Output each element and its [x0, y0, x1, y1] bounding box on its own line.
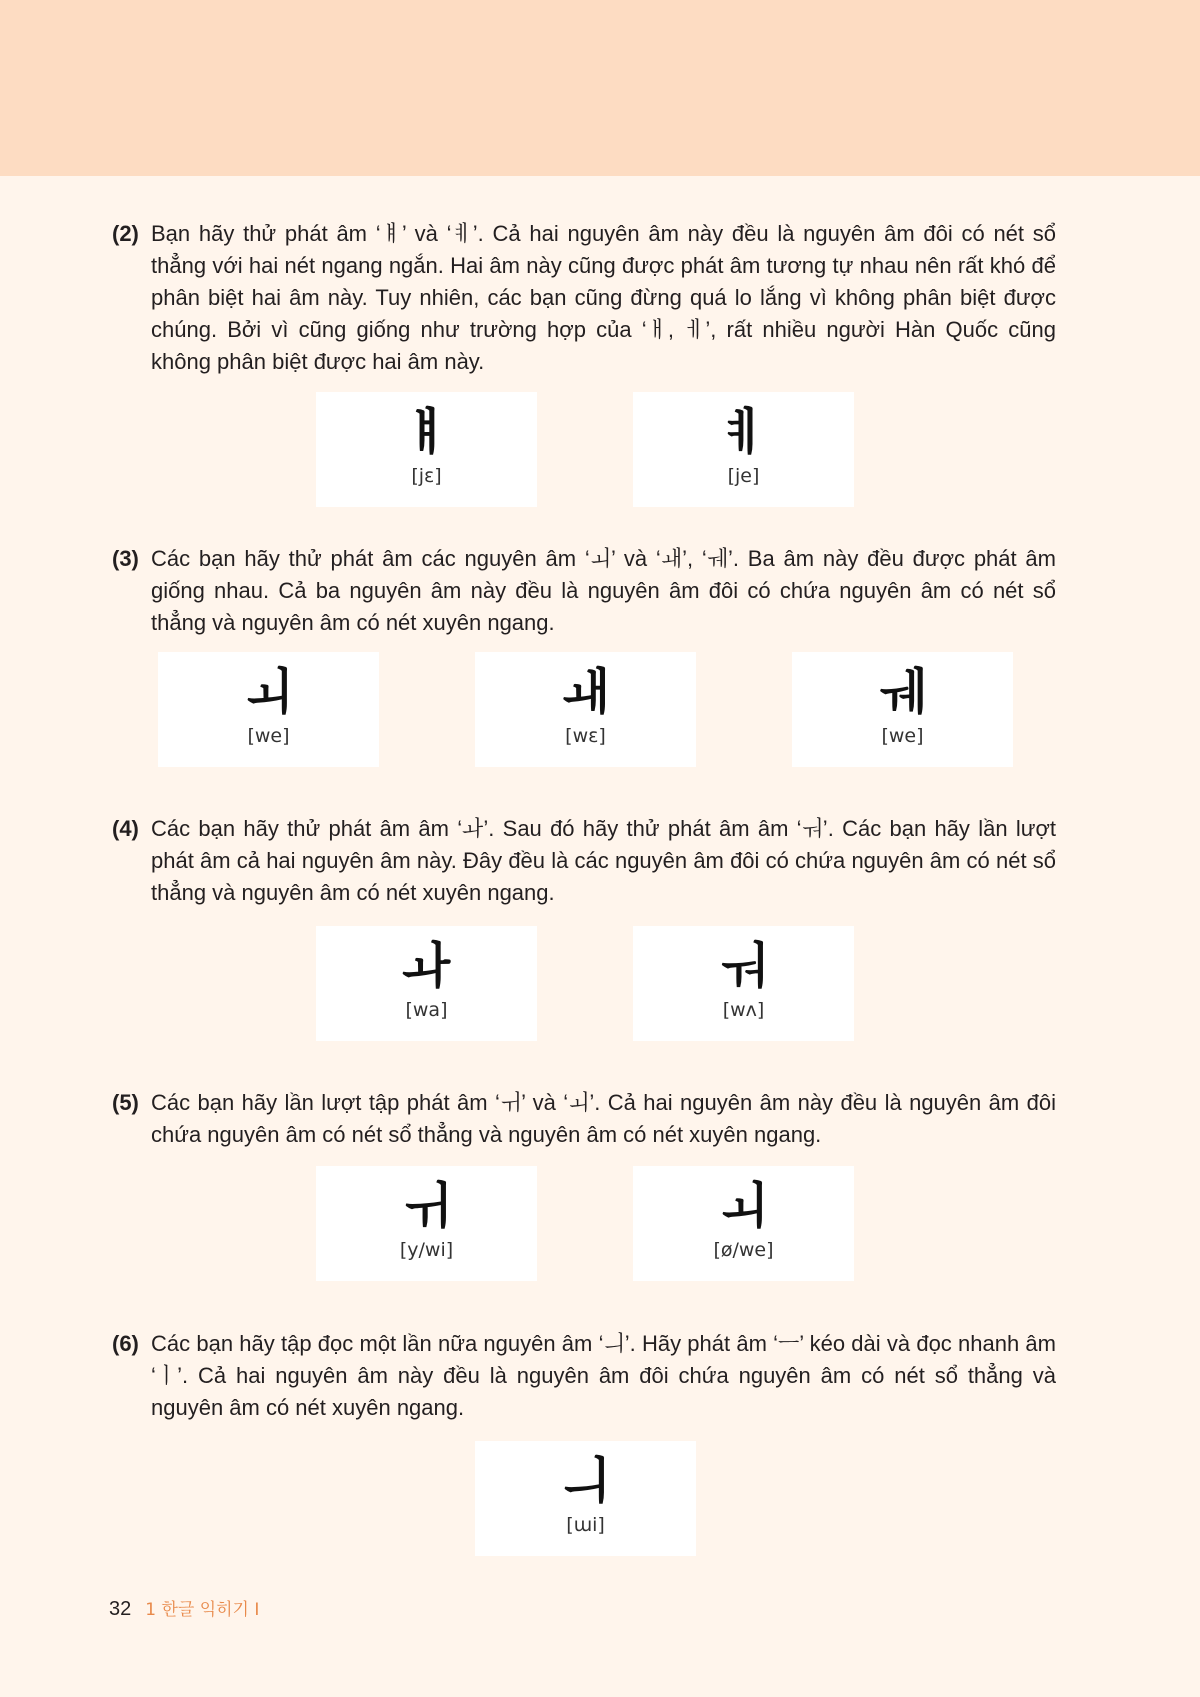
section-number: (5): [112, 1090, 139, 1115]
ipa-label: [ø/we]: [713, 1239, 774, 1261]
section-text: Các bạn hãy tập đọc một lần nữa nguyên âm ‘ㅢ’. Hãy phát âm ‘ㅡ’ kéo dài và đọc nhanh âm ‘ㅣ’. Cả hai nguyên âm này đều là nguyên âm đôi chứa nguyên âm có nét sổ thẳng và nguyên âm có nét xuyên ngang.: [151, 1331, 1056, 1420]
vowel-card: [316, 1166, 537, 1281]
vowel-card: [633, 392, 854, 507]
vowel-card: [316, 926, 537, 1041]
vowel-glyph: ㅢ: [561, 1452, 610, 1510]
section-2: [112, 218, 1056, 378]
vowel-glyph: ㅒ: [402, 403, 451, 461]
ipa-label: [wa]: [405, 999, 448, 1021]
vowel-card: [792, 652, 1013, 767]
section-paragraph: [112, 543, 1056, 639]
vowel-card: [158, 652, 379, 767]
vowel-card: [316, 392, 537, 507]
ipa-label: [ɯi]: [566, 1514, 605, 1536]
section-number: (6): [112, 1331, 139, 1356]
page-number: 32: [109, 1598, 132, 1620]
ipa-label: [we]: [881, 725, 924, 747]
ipa-label: [je]: [727, 465, 760, 487]
ipa-label: [wʌ]: [722, 999, 765, 1021]
vowel-glyph: ㅝ: [719, 937, 768, 995]
vowel-glyph: ㅞ: [878, 663, 927, 721]
vowel-card: [475, 1441, 696, 1556]
header-band: [0, 0, 1200, 176]
ipa-label: [wɛ]: [565, 725, 606, 747]
section-4: [112, 813, 1056, 909]
section-number: (3): [112, 546, 139, 571]
vowel-glyph: ㅖ: [719, 403, 768, 461]
ipa-label: [y/wi]: [399, 1239, 454, 1261]
section-text: Các bạn hãy thử phát âm các nguyên âm ‘ㅚ’ và ‘ㅙ’, ‘ㅞ’. Ba âm này đều được phát âm giống nhau. Cả ba nguyên âm này đều là nguyên âm đôi có chứa nguyên âm có nét sổ thẳng và nguyên âm có nét xuyên ngang.: [151, 546, 1056, 635]
section-paragraph: [112, 1328, 1056, 1424]
section-paragraph: [112, 218, 1056, 378]
vowel-glyph: ㅚ: [719, 1177, 768, 1235]
ipa-label: [we]: [247, 725, 290, 747]
section-text: Bạn hãy thử phát âm ‘ㅒ’ và ‘ㅖ’. Cả hai nguyên âm này đều là nguyên âm đôi có nét sổ thẳng với hai nét ngang ngắn. Hai âm này cũng được phát âm tương tự nhau nên rất khó để phân biệt hai âm này. Tuy nhiên, các bạn cũng đừng quá lo lắng vì không phân biệt được chúng. Bởi vì cũng giống như trường hợp của ‘ㅐ, ㅔ’, rất nhiều người Hàn Quốc cũng không phân biệt được hai âm này.: [151, 221, 1056, 374]
section-text: Các bạn hãy lần lượt tập phát âm ‘ㅟ’ và ‘ㅚ’. Cả hai nguyên âm này đều là nguyên âm đôi chứa nguyên âm có nét sổ thẳng và nguyên âm có nét xuyên ngang.: [151, 1090, 1056, 1147]
section-6: [112, 1328, 1056, 1424]
section-3: [112, 543, 1056, 639]
vowel-card: [633, 926, 854, 1041]
section-5: [112, 1087, 1056, 1151]
section-number: (4): [112, 816, 139, 841]
section-number: (2): [112, 221, 139, 246]
section-paragraph: [112, 813, 1056, 909]
ipa-label: [jɛ]: [411, 465, 442, 487]
vowel-glyph: ㅚ: [244, 663, 293, 721]
vowel-glyph: ㅙ: [561, 663, 610, 721]
page-footer: [109, 1596, 259, 1623]
vowel-glyph: ㅘ: [402, 937, 451, 995]
section-text: Các bạn hãy thử phát âm âm ‘ㅘ’. Sau đó hãy thử phát âm âm ‘ㅝ’. Các bạn hãy lần lượt phát âm cả hai nguyên âm này. Đây đều là các nguyên âm đôi có chứa nguyên âm có nét sổ thẳng và nguyên âm có nét xuyên ngang.: [151, 816, 1056, 905]
chapter-title: 1 한글 익히기 I: [145, 1600, 260, 1620]
vowel-glyph: ㅟ: [402, 1177, 451, 1235]
section-paragraph: [112, 1087, 1056, 1151]
vowel-card: [633, 1166, 854, 1281]
vowel-card: [475, 652, 696, 767]
